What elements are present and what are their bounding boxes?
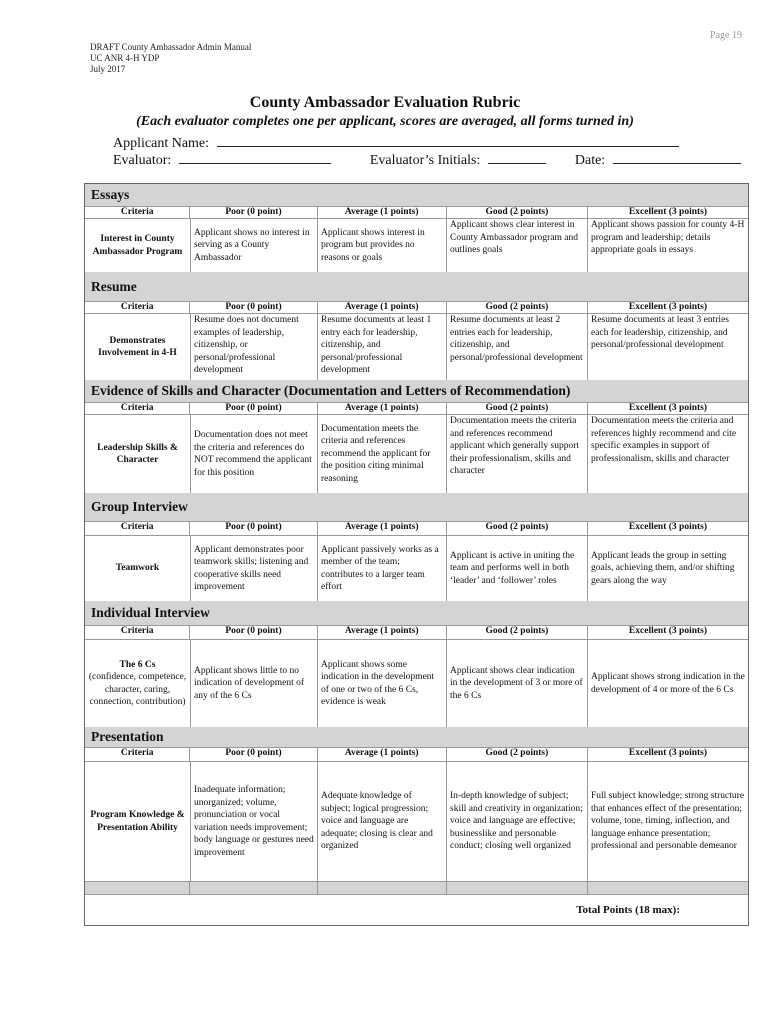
- average-cell: Applicant passively works as a member of the team; contributes to a larger team effort: [317, 536, 446, 601]
- document-header: [90, 42, 251, 75]
- applicant-name-label: Applicant Name:: [113, 136, 210, 151]
- date-label: Date:: [574, 153, 606, 168]
- criteria-cell: Demonstrates Involvement in 4-H: [98, 335, 177, 358]
- column-header-row: [85, 301, 748, 314]
- column-header: Good (2 points): [446, 748, 587, 761]
- excellent-cell: Resume documents at least 3 entries each for leadership, citizenship, and personal/professional development: [587, 314, 748, 380]
- criteria-cell: Teamwork: [115, 563, 160, 574]
- rubric-row: [85, 415, 748, 493]
- column-header: Poor (0 point): [189, 207, 316, 218]
- column-header: Excellent (3 points): [587, 748, 748, 761]
- rubric-row: [85, 536, 748, 601]
- average-cell: Applicant shows some indication in the development of one or two of the 6 Cs, evidence is weak: [317, 640, 446, 727]
- column-header: Criteria: [120, 522, 154, 532]
- evaluator-label: Evaluator:: [113, 153, 172, 168]
- good-cell: Resume documents at least 2 entries each for leadership, citizenship, and personal/professional development: [446, 314, 587, 380]
- doc-meta-line: UC ANR 4-H YDP: [90, 53, 160, 63]
- evaluator-line: [113, 149, 741, 169]
- rubric-row: [85, 219, 748, 272]
- section-heading-individual-interview: Individual Interview: [85, 601, 748, 625]
- evaluation-rubric-table: [84, 183, 749, 926]
- good-cell: Documentation meets the criteria and references recommend applicant which generally support their professionalism, skills and character: [446, 415, 587, 493]
- column-header: Criteria: [120, 748, 154, 758]
- criteria-cell: Program Knowledge & Presentation Ability: [90, 810, 185, 833]
- column-header: Average (1 points): [317, 748, 446, 761]
- rubric-row: [85, 762, 748, 881]
- column-header-row: [85, 521, 748, 536]
- poor-cell: Applicant demonstrates poor teamwork skills; listening and cooperative skills need improvement: [190, 536, 317, 601]
- column-header-row: [85, 206, 748, 219]
- section-heading-evidence: Evidence of Skills and Character (Documentation and Letters of Recommendation): [85, 380, 748, 402]
- column-header-row: [85, 747, 748, 762]
- criteria-cell: [85, 640, 190, 727]
- date-field[interactable]: [613, 149, 741, 164]
- column-header: Average (1 points): [317, 403, 446, 414]
- column-header: Excellent (3 points): [587, 207, 748, 218]
- poor-cell: Applicant shows no interest in serving as a County Ambassador: [190, 219, 317, 272]
- excellent-cell: Applicant leads the group in setting goals, achieving them, and/or shifting gears along the way: [587, 536, 748, 601]
- initials-field[interactable]: [488, 149, 546, 164]
- poor-cell: Resume does not document examples of leadership, citizenship, or personal/professional development: [190, 314, 317, 380]
- good-cell: Applicant shows clear indication in the development of 3 or more of the 6 Cs: [446, 640, 587, 727]
- good-cell: In-depth knowledge of subject; skill and creativity in organization; voice and language are effective; businesslike and personable conduct; closing well organized: [446, 762, 587, 881]
- column-header: Poor (0 point): [189, 626, 316, 639]
- section-heading-resume: Resume: [85, 272, 748, 301]
- evaluator-field[interactable]: [179, 149, 331, 164]
- column-header: Excellent (3 points): [587, 302, 748, 313]
- rubric-row: [85, 314, 748, 380]
- criteria-title: The 6 Cs: [119, 659, 156, 670]
- page-subtitle: (Each evaluator completes one per applicant, scores are averaged, all forms turned in): [136, 114, 634, 129]
- column-header: Excellent (3 points): [587, 403, 748, 414]
- column-header: Criteria: [120, 302, 154, 312]
- poor-cell: Documentation does not meet the criteria and references do NOT recommend the applicant for this position: [190, 415, 317, 493]
- initials-label: Evaluator’s Initials:: [369, 153, 481, 168]
- column-header: Average (1 points): [317, 522, 446, 535]
- rubric-row: [85, 640, 748, 727]
- excellent-cell: Full subject knowledge; strong structure that enhances effect of the presentation; volume, tone, timing, inflection, and language enhance presentation; professional and personable demeanor: [587, 762, 748, 881]
- column-header: Good (2 points): [446, 207, 587, 218]
- column-header: Average (1 points): [317, 626, 446, 639]
- doc-meta-line: July 2017: [90, 64, 126, 74]
- column-header: Excellent (3 points): [587, 626, 748, 639]
- column-header: Good (2 points): [446, 403, 587, 414]
- excellent-cell: Applicant shows passion for county 4-H program and leadership; details appropriate goals in essays: [587, 219, 748, 272]
- good-cell: Applicant shows clear interest in County Ambassador program and outlines goals: [446, 219, 587, 272]
- average-cell: Documentation meets the criteria and references recommend the applicant for the position citing minimal reasoning: [317, 415, 446, 493]
- section-heading-group-interview: Group Interview: [85, 493, 748, 521]
- average-cell: Adequate knowledge of subject; logical progression; voice and language are adequate; closing is clear and organized: [317, 762, 446, 881]
- applicant-name-field[interactable]: [217, 132, 679, 147]
- column-header: Excellent (3 points): [587, 522, 748, 535]
- spacer-row: [85, 881, 748, 895]
- page-title: County Ambassador Evaluation Rubric: [249, 94, 521, 111]
- section-heading-essays: Essays: [85, 184, 748, 206]
- average-cell: Applicant shows interest in program but provides no reasons or goals: [317, 219, 446, 272]
- column-header: Criteria: [120, 207, 154, 217]
- column-header: Good (2 points): [446, 626, 587, 639]
- criteria-cell: Leadership Skills & Character: [97, 442, 178, 465]
- column-header: Poor (0 point): [189, 522, 316, 535]
- column-header: Good (2 points): [446, 302, 587, 313]
- column-header: Poor (0 point): [189, 403, 316, 414]
- page-number: Page 19: [710, 30, 742, 41]
- column-header: Poor (0 point): [189, 302, 316, 313]
- column-header-row: [85, 625, 748, 640]
- section-heading-presentation: Presentation: [85, 727, 748, 747]
- excellent-cell: Documentation meets the criteria and references highly recommend and cite specific examples in support of professionalism, skills and character: [587, 415, 748, 493]
- column-header: Average (1 points): [317, 302, 446, 313]
- average-cell: Resume documents at least 1 entry each for leadership, citizenship, and personal/professional development: [317, 314, 446, 380]
- good-cell: Applicant is active in uniting the team and performs well in both ‘leader’ and ‘follower’ roles: [446, 536, 587, 601]
- criteria-cell: Interest in County Ambassador Program: [92, 234, 183, 257]
- total-points-label: Total Points (18 max):: [576, 904, 680, 916]
- column-header-row: [85, 402, 748, 415]
- column-header: Average (1 points): [317, 207, 446, 218]
- poor-cell: Inadequate information; unorganized; volume, pronunciation or vocal variation needs improvement; body language or gestures need improvement: [190, 762, 317, 881]
- column-header: Criteria: [120, 626, 154, 636]
- column-header: Poor (0 point): [189, 748, 316, 761]
- column-header: Criteria: [120, 403, 154, 413]
- column-header: Good (2 points): [446, 522, 587, 535]
- criteria-detail: (confidence, competence, character, caring, connection, contribution): [88, 672, 187, 707]
- poor-cell: Applicant shows little to no indication of development of any of the 6 Cs: [190, 640, 317, 727]
- doc-meta-line: DRAFT County Ambassador Admin Manual: [90, 42, 252, 52]
- excellent-cell: Applicant shows strong indication in the development of 4 or more of the 6 Cs: [587, 640, 748, 727]
